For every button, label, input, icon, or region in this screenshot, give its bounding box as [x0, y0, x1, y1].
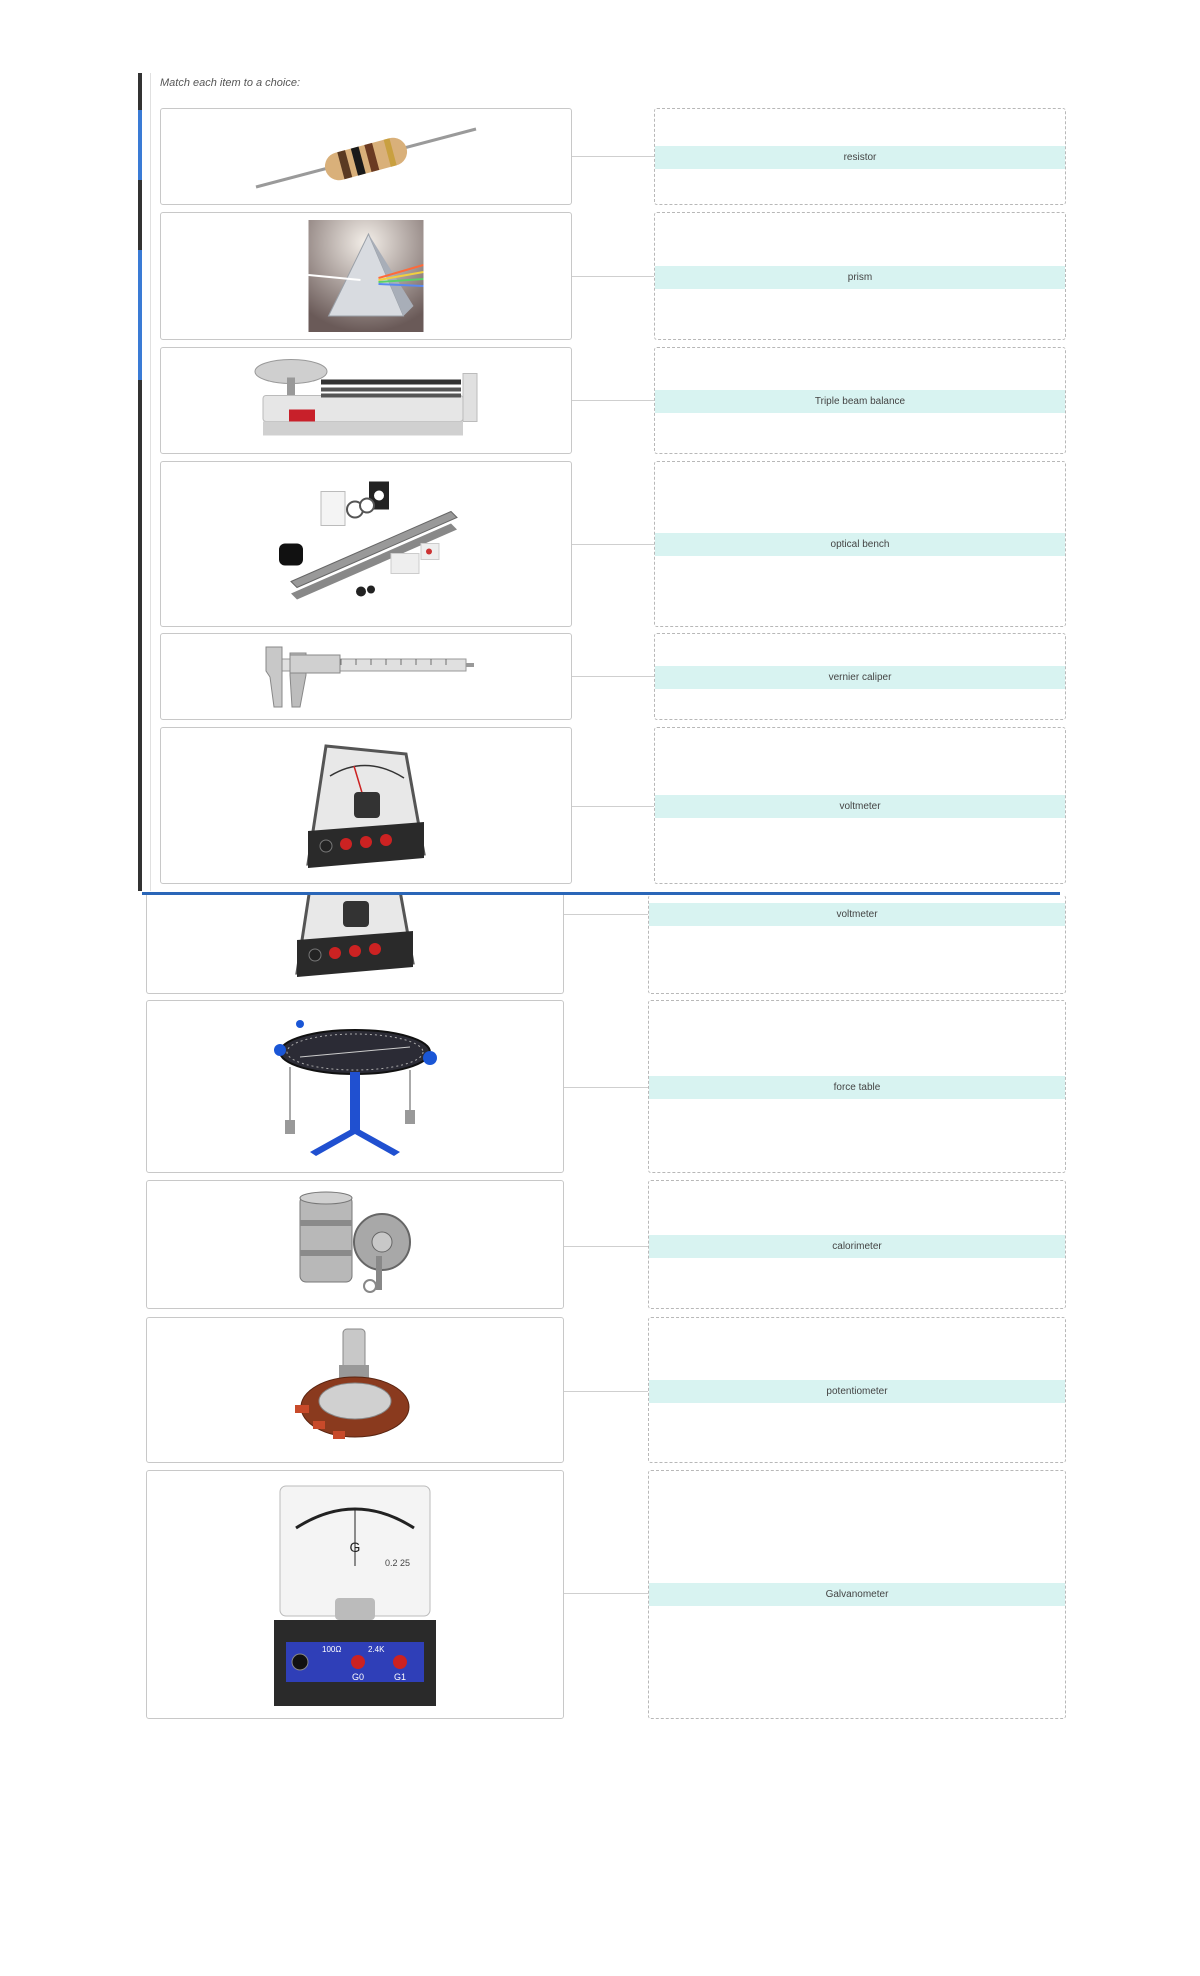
connector-line [572, 544, 654, 545]
potentiometer-image [285, 1325, 425, 1455]
resistor-image [246, 117, 486, 197]
connector-line [564, 1087, 648, 1088]
choice-chip[interactable]: voltmeter [655, 795, 1065, 818]
connector-line [572, 156, 654, 157]
optical-bench-image [271, 472, 461, 617]
choice-chip[interactable]: voltmeter [649, 903, 1065, 926]
dropzone-3[interactable] [654, 347, 1066, 454]
item-resistor[interactable] [160, 108, 572, 205]
item-force-table[interactable] [146, 1000, 564, 1173]
connector-line [564, 1246, 648, 1247]
dropzone-b2[interactable] [648, 1000, 1066, 1173]
galvanometer-letter: G [349, 1538, 361, 1555]
choice-chip[interactable]: vernier caliper [655, 666, 1065, 689]
item-prism[interactable] [160, 212, 572, 340]
item-galvanometer[interactable] [146, 1470, 564, 1719]
dropzone-b1[interactable] [648, 895, 1066, 994]
connector-line [572, 806, 654, 807]
dropzone-5[interactable] [654, 633, 1066, 720]
dropzone-b4[interactable] [648, 1317, 1066, 1463]
item-voltmeter-partial[interactable] [146, 895, 564, 994]
dropzone-b3[interactable] [648, 1180, 1066, 1309]
choice-chip[interactable]: calorimeter [649, 1235, 1065, 1258]
item-potentiometer[interactable] [146, 1317, 564, 1463]
instruction-text: Match each item to a choice: [160, 77, 301, 89]
choice-chip[interactable]: resistor [655, 146, 1065, 169]
galvanometer-r1: 100Ω [322, 1644, 342, 1654]
dropzone-b5[interactable] [648, 1470, 1066, 1719]
choice-chip[interactable]: potentiometer [649, 1380, 1065, 1403]
choice-chip[interactable]: prism [655, 266, 1065, 289]
panel-accent-2 [138, 250, 142, 380]
galvanometer-image [270, 1480, 440, 1710]
connector-line [572, 276, 654, 277]
triple-beam-balance-image [251, 353, 481, 448]
voltmeter-image [285, 895, 425, 985]
galvanometer-t1: G1 [394, 1671, 407, 1682]
connector-line [572, 400, 654, 401]
item-triple-beam-balance[interactable] [160, 347, 572, 454]
galvanometer-t0: G0 [352, 1671, 365, 1682]
dropzone-1[interactable] [654, 108, 1066, 205]
connector-line [564, 1391, 648, 1392]
choice-chip[interactable]: force table [649, 1076, 1065, 1099]
choice-chip[interactable]: Triple beam balance [655, 390, 1065, 413]
voltmeter-image [296, 736, 436, 876]
item-voltmeter[interactable] [160, 727, 572, 884]
galvanometer-r2: 2.4K [368, 1644, 385, 1654]
vernier-caliper-image [256, 637, 476, 717]
dropzone-6[interactable] [654, 727, 1066, 884]
connector-line [564, 914, 648, 915]
item-calorimeter[interactable] [146, 1180, 564, 1309]
choice-chip[interactable]: Galvanometer [649, 1583, 1065, 1606]
calorimeter-image [290, 1190, 420, 1300]
dropzone-2[interactable] [654, 212, 1066, 340]
prism-image [309, 220, 424, 332]
force-table-image [270, 1012, 440, 1162]
dropzone-4[interactable] [654, 461, 1066, 627]
panel-accent-1 [138, 110, 142, 180]
connector-line [572, 676, 654, 677]
galvanometer-code: 0.2 25 [384, 1557, 410, 1568]
item-optical-bench[interactable] [160, 461, 572, 627]
choice-chip[interactable]: optical bench [655, 533, 1065, 556]
panel-left-border [138, 73, 142, 891]
panel-inner-line [150, 73, 151, 891]
connector-line [564, 1593, 648, 1594]
item-vernier-caliper[interactable] [160, 633, 572, 720]
